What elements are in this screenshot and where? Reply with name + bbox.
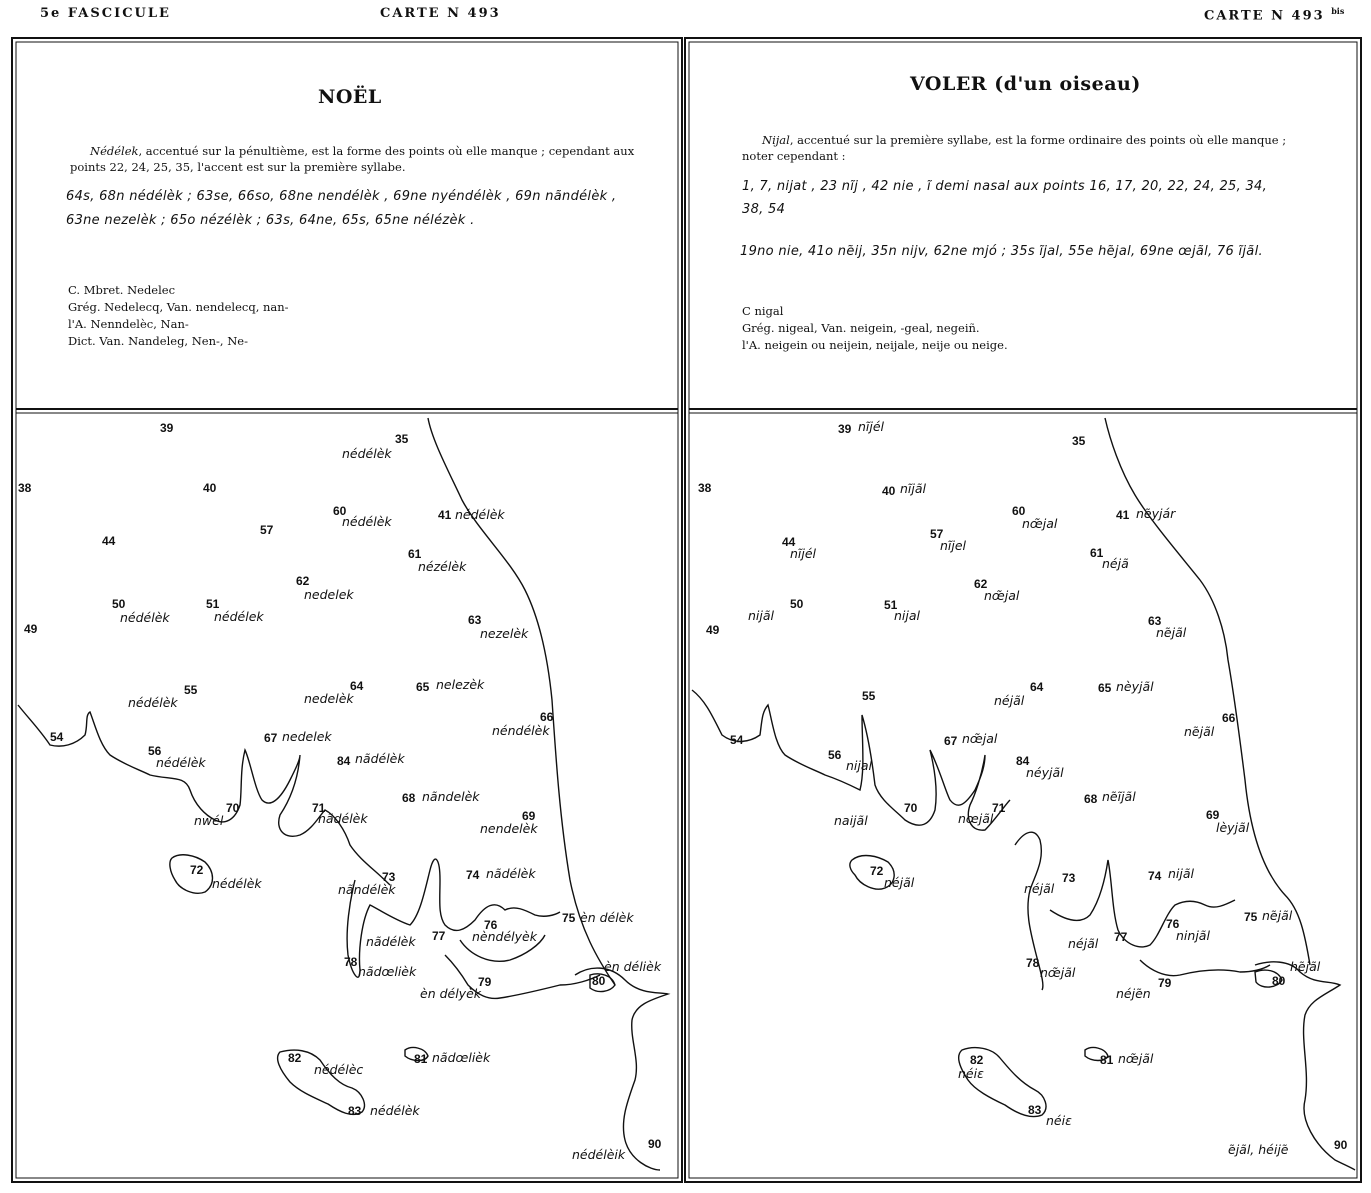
right-word-67: nœ̃jal xyxy=(962,731,998,746)
left-point-84: 84 xyxy=(337,754,351,768)
right-word-90: ẽjãl, héijẽ xyxy=(1228,1142,1289,1157)
left-panel-title: NOËL xyxy=(318,86,382,108)
right-source-line: Grég. nigeal, Van. neigein, -geal, negeiñ. xyxy=(742,321,980,335)
left-word-78: nãdœlièk xyxy=(358,964,417,979)
right-intro-rest: , accentué sur la première syllabe, est la forme ordinaire des points où elle manque ; noter cependant : xyxy=(742,133,1287,163)
right-point-35: 35 xyxy=(1072,434,1086,448)
right-point-79: 79 xyxy=(1158,976,1172,990)
right-point-66: 66 xyxy=(1222,711,1236,725)
right-intro-word: Nijal xyxy=(762,133,790,147)
right-map-labels xyxy=(698,419,1348,1157)
left-point-75: 75 xyxy=(562,911,576,925)
carte-bis-suffix: bis xyxy=(1331,6,1345,16)
right-word-69: lèyjãl xyxy=(1216,820,1250,835)
right-word-63: nẽjãl xyxy=(1156,625,1187,640)
right-point-69: 69 xyxy=(1206,808,1220,822)
right-point-65: 65 xyxy=(1098,681,1112,695)
right-word-72: néjãl xyxy=(884,875,915,890)
right-point-38: 38 xyxy=(698,481,712,495)
left-point-78: 78 xyxy=(344,955,358,969)
left-point-40: 40 xyxy=(203,481,217,495)
left-source-line: Dict. Van. Nandeleg, Nen-, Ne- xyxy=(68,334,248,348)
left-point-67: 67 xyxy=(264,731,278,745)
left-word-64: nedelèk xyxy=(304,691,354,706)
left-point-83: 83 xyxy=(348,1104,362,1118)
right-word-61: néjã xyxy=(1102,556,1129,571)
left-point-66: 66 xyxy=(540,710,554,724)
right-source-line: l'A. neigein ou neijein, neijale, neije ou neige. xyxy=(742,338,1008,352)
right-phonetic-line-3: 19no nie, 41o nẽij, 35n nijv, 62ne mjó ; 35s ĩjal, 55e hẽjal, 69ne œjãl, 76 ĩjãl. xyxy=(740,244,1263,259)
left-phonetic-line-1: 64s, 68n nédélèk ; 63se, 66so, 68ne nendélèk , 69ne nyéndélèk , 69n nãndélèk , xyxy=(66,189,617,204)
left-word-75: èn délèk xyxy=(580,910,634,925)
right-word-65: nèyjãl xyxy=(1116,679,1154,694)
right-point-68: 68 xyxy=(1084,792,1098,806)
left-word-66: néndélèk xyxy=(492,723,550,738)
right-word-66: nẽjãl xyxy=(1184,724,1215,739)
left-word-67: nedelek xyxy=(282,729,332,744)
right-phonetic-line-2: 38, 54 xyxy=(742,202,786,217)
right-point-82: 82 xyxy=(970,1053,984,1067)
right-word-44: nĩjél xyxy=(790,546,817,561)
right-word-82: néiε xyxy=(958,1066,984,1081)
left-word-82: nédélèc xyxy=(314,1062,364,1077)
right-phonetic-line-1: 1, 7, nijat , 23 nĩj , 42 nie , ĩ demi nasal aux points 16, 17, 20, 22, 24, 25, 34, xyxy=(742,179,1268,194)
right-point-49: 49 xyxy=(706,623,720,637)
right-word-50: nijãl xyxy=(748,608,775,623)
right-word-41: nẽyjár xyxy=(1136,506,1176,521)
left-word-70: nwél xyxy=(194,813,224,828)
right-point-74: 74 xyxy=(1148,869,1162,883)
right-point-83: 83 xyxy=(1028,1103,1042,1117)
right-word-71: nœjãl xyxy=(958,811,994,826)
left-point-70: 70 xyxy=(226,801,240,815)
left-point-41: 41 xyxy=(438,508,452,522)
right-point-56: 56 xyxy=(828,748,842,762)
left-word-74: nãdélèk xyxy=(486,866,536,881)
fascicule-label: 5e FASCICULE xyxy=(40,6,171,21)
right-point-41: 41 xyxy=(1116,508,1130,522)
left-point-68: 68 xyxy=(402,791,416,805)
right-word-60: nœ̃jal xyxy=(1022,516,1058,531)
right-point-81: 81 xyxy=(1100,1053,1114,1067)
left-point-62: 62 xyxy=(296,574,310,588)
left-word-35: nédélèk xyxy=(342,446,392,461)
right-point-80: 80 xyxy=(1272,974,1286,988)
left-point-69: 69 xyxy=(522,809,536,823)
left-source-line: Grég. Nedelecq, Van. nendelecq, nan- xyxy=(68,300,289,314)
left-word-90: nédélèik xyxy=(572,1147,626,1162)
right-point-57: 57 xyxy=(930,527,944,541)
left-word-41: nédélèk xyxy=(455,507,505,522)
right-point-55: 55 xyxy=(862,689,876,703)
right-point-62: 62 xyxy=(974,577,988,591)
right-word-51: nijal xyxy=(894,608,921,623)
left-word-71: nãdélèk xyxy=(318,811,368,826)
left-word-69: nendelèk xyxy=(480,821,538,836)
left-word-68: nãndelèk xyxy=(422,789,480,804)
left-word-79: èn délyèk xyxy=(420,986,482,1001)
left-intro xyxy=(70,143,635,175)
right-intro xyxy=(742,132,1312,164)
right-word-84: néyjãl xyxy=(1026,765,1064,780)
left-point-73: 73 xyxy=(382,870,396,884)
right-point-72: 72 xyxy=(870,864,884,878)
left-point-57: 57 xyxy=(260,523,274,537)
right-point-90: 90 xyxy=(1334,1138,1348,1152)
left-word-62: nedelek xyxy=(304,587,354,602)
left-point-79: 79 xyxy=(478,975,492,989)
left-point-61: 61 xyxy=(408,547,422,561)
right-word-64: néjãl xyxy=(994,693,1025,708)
left-word-65: nelezèk xyxy=(436,677,485,692)
right-word-74: nijãl xyxy=(1168,866,1195,881)
right-source-line: C nigal xyxy=(742,304,784,318)
left-point-64: 64 xyxy=(350,679,364,693)
right-word-83: néiε xyxy=(1046,1113,1072,1128)
right-point-77: 77 xyxy=(1114,930,1128,944)
left-word-80: èn délièk xyxy=(604,959,662,974)
left-word-84: nãdélèk xyxy=(355,751,405,766)
right-word-75: nẽjãl xyxy=(1262,908,1293,923)
left-intro-rest: , accentué sur la pénultième, est la forme des points où elle manque ; cependant aux points 22, 24, 25, 35, l'accent est sur la première syllabe. xyxy=(70,144,635,174)
right-word-79: néjẽn xyxy=(1116,986,1151,1001)
right-word-56: nijal xyxy=(846,758,873,773)
right-point-71: 71 xyxy=(992,801,1006,815)
right-word-68: nẽĩjãl xyxy=(1102,789,1136,804)
left-word-73: nãndélèk xyxy=(338,882,396,897)
right-point-70: 70 xyxy=(904,801,918,815)
left-word-76: nèndélyèk xyxy=(472,929,537,944)
left-word-81: nãdœlièk xyxy=(432,1050,491,1065)
right-point-39: 39 xyxy=(838,422,852,436)
right-point-40: 40 xyxy=(882,484,896,498)
left-point-71: 71 xyxy=(312,801,326,815)
left-point-65: 65 xyxy=(416,680,430,694)
right-word-40: nĩjãl xyxy=(900,481,927,496)
left-point-54: 54 xyxy=(50,730,64,744)
right-word-70: naijãl xyxy=(834,813,868,828)
right-word-77: néjãl xyxy=(1068,936,1099,951)
right-point-73: 73 xyxy=(1062,871,1076,885)
right-point-67: 67 xyxy=(944,734,958,748)
right-point-51: 51 xyxy=(884,598,898,612)
right-word-76: ninjãl xyxy=(1176,928,1210,943)
left-point-90: 90 xyxy=(648,1137,662,1151)
left-point-50: 50 xyxy=(112,597,126,611)
right-point-75: 75 xyxy=(1244,910,1258,924)
right-point-60: 60 xyxy=(1012,504,1026,518)
left-word-56: nédélèk xyxy=(156,755,206,770)
left-intro-word: Nédélek xyxy=(90,144,139,158)
left-point-60: 60 xyxy=(333,504,347,518)
left-point-55: 55 xyxy=(184,683,198,697)
left-point-80: 80 xyxy=(592,974,606,988)
carte-number-left: CARTE N 493 xyxy=(380,6,501,21)
right-sources xyxy=(742,303,1008,354)
left-map-labels xyxy=(18,421,662,1162)
carte-number-right-text: CARTE N 493 xyxy=(1204,8,1325,24)
left-point-35: 35 xyxy=(395,432,409,446)
right-word-57: nĩjel xyxy=(940,538,967,553)
left-point-44: 44 xyxy=(102,534,116,548)
left-point-49: 49 xyxy=(24,622,38,636)
right-word-39: nĩjél xyxy=(858,419,885,434)
right-point-54: 54 xyxy=(730,733,744,747)
left-point-39: 39 xyxy=(160,421,174,435)
left-word-77: nãdélèk xyxy=(366,934,416,949)
right-point-61: 61 xyxy=(1090,546,1104,560)
left-point-76: 76 xyxy=(484,918,498,932)
left-point-72: 72 xyxy=(190,863,204,877)
right-panel-title: VOLER (d'un oiseau) xyxy=(910,73,1141,95)
left-word-60: nédélèk xyxy=(342,514,392,529)
left-sources xyxy=(68,282,289,350)
right-point-78: 78 xyxy=(1026,956,1040,970)
right-word-78: nœ̃jãl xyxy=(1040,965,1076,980)
left-word-83: nédélèk xyxy=(370,1103,420,1118)
left-word-63: nezelèk xyxy=(480,626,529,641)
right-point-76: 76 xyxy=(1166,917,1180,931)
left-word-61: nézélèk xyxy=(418,559,467,574)
left-word-50: nédélèk xyxy=(120,610,170,625)
right-word-62: nœ̃jal xyxy=(984,588,1020,603)
left-source-line: C. Mbret. Nedelec xyxy=(68,283,176,297)
left-point-63: 63 xyxy=(468,613,482,627)
right-point-63: 63 xyxy=(1148,614,1162,628)
left-point-38: 38 xyxy=(18,481,32,495)
left-word-55: nédélèk xyxy=(128,695,178,710)
left-point-77: 77 xyxy=(432,929,446,943)
left-word-51: nédélek xyxy=(214,609,264,624)
right-point-44: 44 xyxy=(782,535,796,549)
left-word-72: nédélèk xyxy=(212,876,262,891)
left-point-56: 56 xyxy=(148,744,162,758)
right-word-80: hẽjãl xyxy=(1290,959,1321,974)
left-map-coastline xyxy=(18,418,668,1170)
left-phonetic-line-2: 63ne nezelèk ; 65o nézélèk ; 63s, 64ne, 65s, 65ne nélézèk . xyxy=(66,213,475,228)
left-point-74: 74 xyxy=(466,868,480,882)
left-point-81: 81 xyxy=(414,1052,428,1066)
right-panel-frame xyxy=(685,38,1361,1182)
right-word-81: nœ̃jãl xyxy=(1118,1051,1154,1066)
left-point-51: 51 xyxy=(206,597,220,611)
right-word-73: néjãl xyxy=(1024,881,1055,896)
right-point-84: 84 xyxy=(1016,754,1030,768)
right-point-50: 50 xyxy=(790,597,804,611)
right-point-64: 64 xyxy=(1030,680,1044,694)
left-source-line: l'A. Nenndelèc, Nan- xyxy=(68,317,189,331)
left-point-82: 82 xyxy=(288,1051,302,1065)
